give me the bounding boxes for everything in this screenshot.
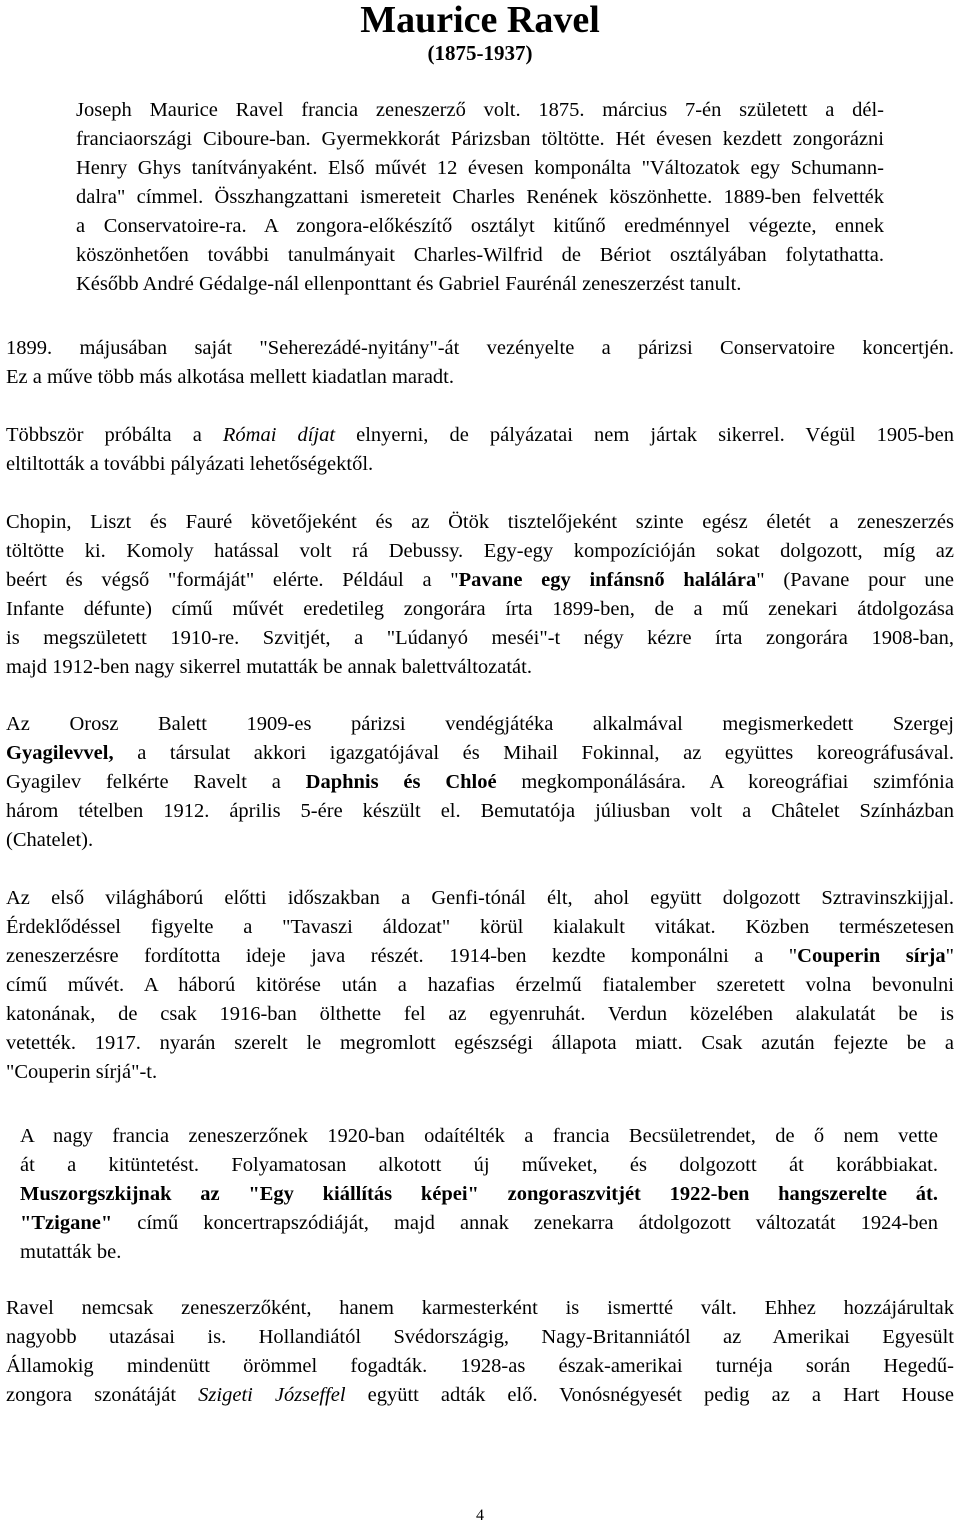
text-run: nagyobb utazásai is. Hollandiától Svédországig, Nagy-Britanniától az Amerikai Egyesült	[6, 1326, 954, 1348]
text-run: franciaországi Ciboure-ban. Gyermekkorát Párizsban töltötte. Hét évesen kezdett zongorázni	[76, 128, 884, 150]
text-line	[76, 241, 884, 270]
text-run: dalra" címmel. Összhangzattani ismereteit Charles Renének köszönhette. 1889-ben felvették	[76, 186, 884, 208]
text-run: Érdeklődéssel figyelte a "Tavaszi áldozat" körül kialakult vitákat. Közben természetesen	[6, 916, 954, 938]
text-run: Többször próbálta a	[6, 424, 223, 446]
text-run: beért és végső "formáját" elérte. Például a "	[6, 569, 459, 591]
text-run: Gyagilev felkérte Ravelt a	[6, 771, 306, 793]
bold-text: Muszorgszkijnak az "Egy kiállítás képei" zongoraszvitjét 1922-ben hangszerelte át.	[20, 1183, 938, 1205]
text-run: vetették. 1917. nyarán szerelt le megromlott egészségi állapota miatt. Csak azután fejezte be a	[6, 1032, 954, 1054]
bold-text: Daphnis és Chloé	[305, 771, 497, 793]
document-title: Maurice Ravel	[360, 0, 600, 41]
text-line	[6, 1381, 954, 1410]
text-line	[6, 710, 954, 739]
text-line	[20, 1238, 938, 1267]
text-line	[6, 739, 954, 768]
text-line	[76, 183, 884, 212]
life-dates: (1875-1937)	[427, 41, 533, 65]
text-line	[6, 768, 954, 797]
text-line	[6, 942, 954, 971]
text-line	[6, 797, 954, 826]
text-run: majd 1912-ben nagy sikerrel mutatták be annak balettváltozatát.	[6, 656, 532, 678]
paragraph-ballet	[6, 710, 954, 855]
text-run: zeneszerzésre fordította ideje java részét. 1914-ben kezdte komponálni a "	[6, 945, 798, 967]
text-line	[6, 971, 954, 1000]
text-line	[6, 1294, 954, 1323]
text-line	[6, 363, 954, 392]
paragraph-war	[6, 884, 954, 1087]
text-run: Államokig mindenütt örömmel fogadták. 1928-as észak-amerikai turnéja során Hegedű-	[6, 1355, 954, 1377]
text-line	[6, 508, 954, 537]
text-run: a Conservatoire-ra. A zongora-előkészítő osztályt kitűnő eredménnyel végezte, ennek	[76, 215, 884, 237]
text-line	[6, 450, 954, 479]
text-line	[20, 1209, 938, 1238]
text-line	[6, 537, 954, 566]
bold-text: Couperin sírja	[797, 945, 946, 967]
text-line	[20, 1151, 938, 1180]
text-run: Chopin, Liszt és Fauré követőjeként és az Ötök tisztelőjeként szinte egész életét a zeneszerzés	[6, 511, 954, 533]
text-line	[6, 334, 954, 363]
text-run: is megszületett 1910-re. Szvitjét, a "Lúdanyó meséi"-t négy kézre írta zongorára 1908-ban,	[6, 627, 954, 649]
text-run: zongora szonátáját	[6, 1384, 199, 1406]
text-run: Ez a műve több más alkotása mellett kiadatlan maradt.	[6, 366, 454, 388]
bold-text: Pavane egy infánsnő halálára	[458, 569, 757, 591]
text-run: mutatták be.	[20, 1241, 122, 1263]
paragraph-award	[20, 1122, 938, 1267]
text-line	[6, 595, 954, 624]
text-run: katonának, de csak 1916-ban ölthette fel az egyenruhát. Verdun közelében alakulatát be is	[6, 1003, 954, 1025]
text-line	[6, 913, 954, 942]
text-line	[6, 1029, 954, 1058]
text-run: 1899. májusában saját "Seherezádé-nyitány"-át vezényelte a párizsi Conservatoire koncertjén.	[6, 337, 954, 359]
text-run: köszönhetően további tanulmányait Charles-Wilfrid de Bériot osztályában folytathatta.	[76, 244, 884, 266]
text-run: A nagy francia zeneszerzőnek 1920-ban odaítélték a francia Becsületrendet, de ő nem vette	[20, 1125, 938, 1147]
text-line	[6, 1352, 954, 1381]
italic-text: Római díjat	[222, 424, 336, 446]
text-run: (Chatelet).	[6, 829, 94, 851]
text-line	[6, 1058, 954, 1087]
text-run: című művét. A háború kitörése után a hazafias érzelmű fiatalember szeretett volna bevonulni	[6, 974, 954, 996]
text-run: a társulat akkori igazgatójával és Mihail Fokinnal, az együttes koreográfusával.	[113, 742, 954, 764]
text-run: Joseph Maurice Ravel francia zeneszerző volt. 1875. március 7-én született a dél-	[76, 99, 884, 121]
text-line	[6, 884, 954, 913]
text-line	[20, 1180, 938, 1209]
text-run: együtt adták elő. Vonósnégyesét pedig az a Hart House	[345, 1384, 954, 1406]
text-run: című koncertrapszódiáját, majd annak zenekarra átdolgozott változatát 1924-ben	[112, 1212, 938, 1234]
text-run: Infante défunte) című művét eredetileg zongorára írta 1899-ben, de a mű zenekari átdolgozása	[6, 598, 954, 620]
text-run: "	[945, 945, 954, 967]
bold-text: "Tzigane"	[20, 1212, 113, 1234]
text-line	[76, 96, 884, 125]
text-run: Henry Ghys tanítványaként. Első művét 12 évesen komponálta "Változatok egy Schumann-	[76, 157, 884, 179]
paragraph-chopin	[6, 508, 954, 682]
text-run: Az Orosz Balett 1909-es párizsi vendégjátéka alkalmával megismerkedett Szergej	[6, 713, 954, 735]
text-line	[76, 270, 884, 299]
text-run: át a kitüntetést. Folyamatosan alkotott új műveket, és dolgozott át korábbiakat.	[20, 1154, 938, 1176]
text-line	[6, 826, 954, 855]
text-run: eltiltották a további pályázati lehetőségektől.	[6, 453, 374, 475]
text-run: Ravel nemcsak zeneszerzőként, hanem karmesterként is ismertté vált. Ehhez hozzájárultak	[6, 1297, 954, 1319]
text-line	[20, 1122, 938, 1151]
text-line	[6, 1000, 954, 1029]
text-run: Később André Gédalge-nál ellenponttant és Gabriel Faurénál zeneszerzést tanult.	[76, 273, 742, 295]
text-line	[76, 154, 884, 183]
text-run: töltötte ki. Komoly hatással volt rá Debussy. Egy-egy kompozícióján sokat dolgozott, míg az	[6, 540, 954, 562]
text-run: Az első világháború előtti időszakban a Genfi-tónál élt, ahol együtt dolgozott Sztravinszkijjal.	[6, 887, 954, 909]
paragraph-p1899	[6, 334, 954, 392]
page-number: 4	[476, 1507, 484, 1524]
paragraph-prix	[6, 421, 954, 479]
text-run: "Couperin sírjá"-t.	[6, 1061, 158, 1083]
text-line	[6, 566, 954, 595]
text-run: " (Pavane pour une	[756, 569, 954, 591]
text-line	[6, 421, 954, 450]
text-line	[6, 1323, 954, 1352]
paragraph-intro	[76, 96, 884, 299]
bold-text: Gyagilevvel,	[6, 742, 114, 764]
text-line	[6, 653, 954, 682]
italic-text: Szigeti Józseffel	[198, 1384, 346, 1406]
text-run: három tételben 1912. április 5-ére készült el. Bemutatója júliusban volt a Châtelet Színházban	[6, 800, 954, 822]
text-line	[76, 212, 884, 241]
paragraph-conductor	[6, 1294, 954, 1410]
text-line	[6, 624, 954, 653]
text-run: elnyerni, de pályázatai nem jártak sikerrel. Végül 1905-ben	[335, 424, 954, 446]
text-run: megkomponálására. A koreográfiai szimfónia	[496, 771, 954, 793]
text-line	[76, 125, 884, 154]
